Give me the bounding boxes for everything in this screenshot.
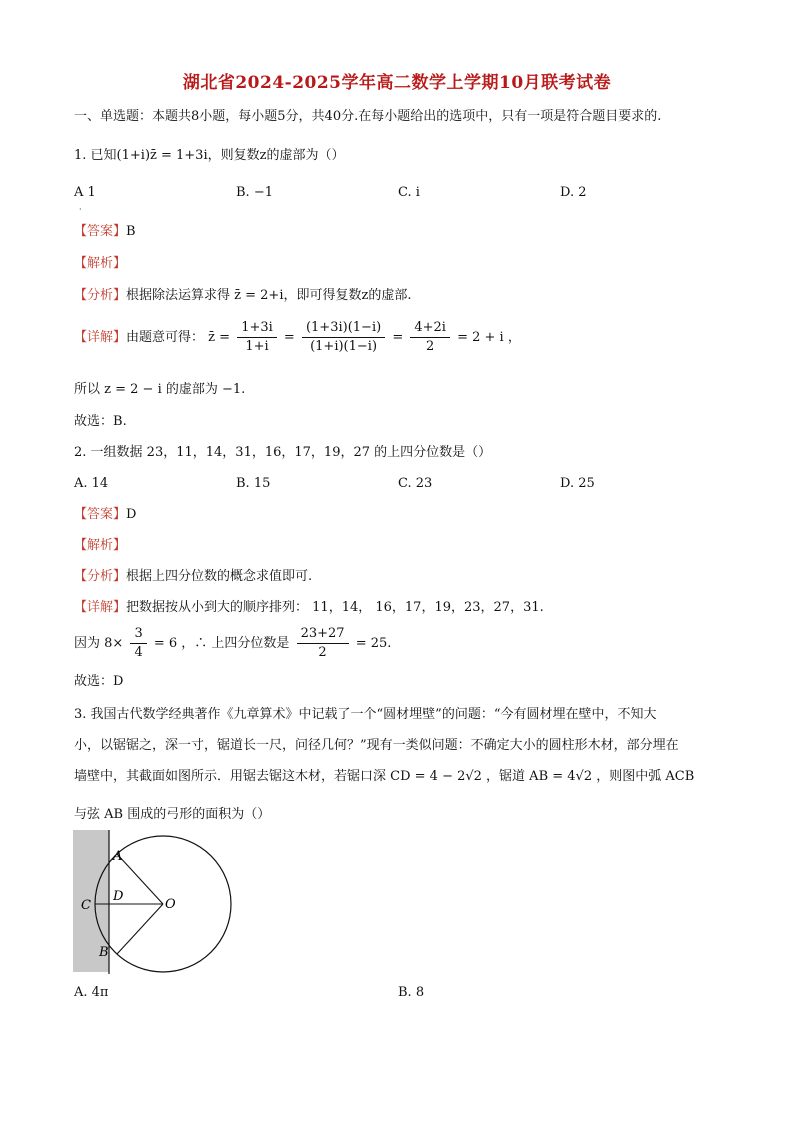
label-o: O bbox=[165, 897, 176, 912]
q3-option-a: A. 4π bbox=[74, 985, 109, 1000]
radius-ob bbox=[117, 904, 163, 954]
q2-because: 因为 8× $\frac{3}{4}$ = 6 ，∴ 上四分位数是 $\frac{23+27}{2}$ = 25. bbox=[74, 626, 392, 660]
question-3-line-2: 小，以锯锯之，深一寸，锯道长一尺，问径几何？”现有一类似问题：不确定大小的圆柱形木材，部分埋在 bbox=[74, 738, 679, 753]
question-3-line-4: 与弦 AB 围成的弓形的面积为（） bbox=[74, 807, 271, 822]
question-3-line-1: 3. 我国古代数学经典著作《九章算术》中记载了一个“圆材埋壁”的问题：“今有圆材埋在壁中，不知大 bbox=[74, 707, 657, 722]
q2-detail: 【详解】把数据按从小到大的顺序排列： 11，14， 16，17，19，23，27，31. bbox=[74, 600, 544, 615]
question-2-stem: 2. 一组数据 23，11，14，31，16，17，19，27 的上四分位数是（） bbox=[74, 445, 492, 460]
q1-expression: (1+i)z̄ = 1+3i bbox=[116, 148, 208, 163]
section-heading: 一、单选题：本题共8小题，每小题5分，共40分.在每小题给出的选项中，只有一项是符合题目要求的. bbox=[74, 109, 662, 124]
q1-fraction-2: $\frac{(1+3i)(1-i)}{(1+i)(1-i)}$ bbox=[302, 319, 385, 356]
q1-fraction-1: $\frac{1+3i}{1+i}$ bbox=[237, 319, 277, 356]
radius-oa bbox=[117, 854, 163, 904]
label-d: D bbox=[113, 889, 124, 904]
q1-detail: 【详解】由题意可得： z̄ = $\frac{1+3i}{1+i}$ = $\frac{(1+3i)(1-i)}{(1+i)(1-i)}$ = $\frac{4+2i}{2}$ = 2 + i ， bbox=[74, 320, 521, 354]
q1-choose: 故选：B. bbox=[74, 414, 127, 429]
question-1-stem: 1. 已知(1+i)z̄ = 1+3i，则复数z的虚部为（） bbox=[74, 148, 345, 163]
q3-option-b: B. 8 bbox=[398, 985, 425, 1000]
page-title: 湖北省2024-2025学年高二数学上学期10月联考试卷 bbox=[182, 73, 612, 93]
q2-option-c: C. 23 bbox=[398, 476, 433, 491]
q2-option-b: B. 15 bbox=[236, 476, 271, 491]
stray-dot: · bbox=[79, 205, 82, 214]
label-c: C bbox=[81, 898, 91, 913]
q2-answer: 【答案】D bbox=[74, 507, 137, 522]
q1-option-d: D. 2 bbox=[560, 185, 587, 200]
q1-fraction-3: $\frac{4+2i}{2}$ bbox=[410, 319, 450, 356]
q2-fenxi: 【分析】根据上四分位数的概念求值即可. bbox=[74, 569, 313, 584]
q1-conclusion: 所以 z = 2 − i 的虚部为 −1. bbox=[74, 382, 246, 397]
q1-analysis-label: 【解析】 bbox=[74, 256, 127, 271]
question-3-line-3: 墙壁中，其截面如图所示．用锯去锯这木材，若锯口深 CD = 4 − 2√2 ，锯道 AB = 4√2 ，则图中弧 ACB bbox=[74, 769, 695, 784]
q2-fraction-b: $\frac{23+27}{2}$ bbox=[297, 625, 349, 662]
label-a: A bbox=[113, 849, 123, 864]
circle-wall-figure bbox=[73, 830, 233, 974]
q2-option-d: D. 25 bbox=[560, 476, 595, 491]
q1-option-a: A 1 bbox=[74, 185, 96, 200]
q1-answer: 【答案】B bbox=[74, 224, 136, 239]
q2-option-a: A. 14 bbox=[74, 476, 109, 491]
q1-option-b: B. −1 bbox=[236, 185, 273, 200]
label-b: B bbox=[99, 945, 109, 960]
q2-choose: 故选：D bbox=[74, 674, 124, 689]
q2-analysis-label: 【解析】 bbox=[74, 538, 127, 553]
q2-fraction-a: $\frac{3}{4}$ bbox=[130, 625, 146, 662]
q1-fenxi: 【分析】根据除法运算求得 z̄ = 2+i，即可得复数z的虚部. bbox=[74, 288, 412, 303]
q1-option-c: C. i bbox=[398, 185, 420, 200]
